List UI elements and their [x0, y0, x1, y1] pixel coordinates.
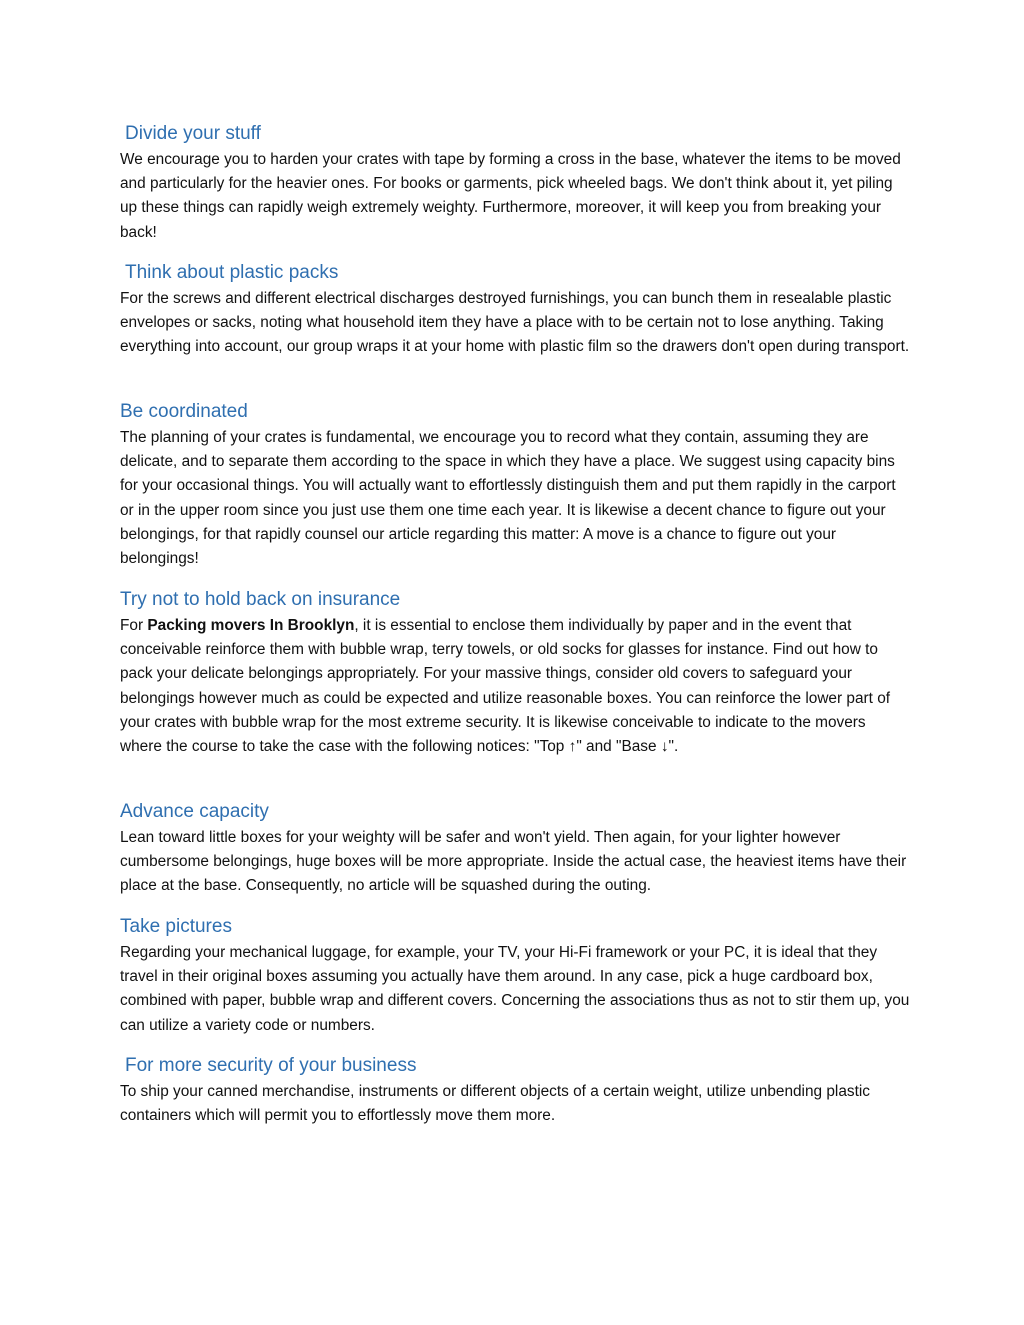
section-advance-capacity [120, 800, 910, 899]
section-body: For the screws and different electrical discharges destroyed furnishings, you can bunch them in resealable plastic envelopes or sacks, noting what household item they have a place with to be certain not to lose anything. Taking everything into account, our group wraps it at your home with plastic film so the drawers don't open during transport. [120, 290, 910, 356]
section-heading: For more security of your business [125, 1055, 417, 1076]
section-be-coordinated [120, 400, 910, 571]
section-think-about-plastic-packs [120, 261, 910, 360]
section-heading: Take pictures [120, 916, 232, 937]
section-heading: Divide your stuff [125, 123, 261, 144]
section-body: Lean toward little boxes for your weighty will be safer and won't yield. Then again, for your lighter however cumbersome belongings, huge boxes will be more appropriate. Inside the actual case, the heaviest items have their place at the base. Consequently, no article will be squashed during the outing. [120, 829, 907, 895]
section-body [120, 614, 910, 759]
section-for-more-security [120, 1054, 910, 1128]
section-heading: Think about plastic packs [125, 262, 339, 283]
section-heading: Be coordinated [120, 401, 248, 422]
section-heading: Try not to hold back on insurance [120, 589, 401, 610]
body-prefix: For [120, 617, 148, 634]
section-body: Regarding your mechanical luggage, for example, your TV, your Hi-Fi framework or your PC, it is ideal that they travel in their original boxes assuming you actually have them around. In any case, pick a huge cardboard box, combined with paper, bubble wrap and different covers. Concerning the associations thus as not to stir them up, you can utilize a variety code or numbers. [120, 944, 910, 1034]
body-text: , it is essential to enclose them individually by paper and in the event that conceivable reinforce them with bubble wrap, terry towels, or old socks for glasses for instance. Find out how to pack your delicate belongings appropriately. For your massive things, consider old covers to safeguard your belongings however much as could be expected and utilize reasonable boxes. You can reinforce the lower part of your crates with bubble wrap for the most extreme security. It is likewise conceivable to indicate to the movers where the course to take the case with the following notices: "Top ↑" and "Base ↓". [120, 617, 891, 756]
section-body: To ship your canned merchandise, instruments or different objects of a certain weight, utilize unbending plastic containers which will permit you to effortlessly move them more. [120, 1083, 870, 1125]
section-body: We encourage you to harden your crates with tape by forming a cross in the base, whatever the items to be moved and particularly for the heavier ones. For books or garments, pick wheeled bags. We don't think about it, yet piling up these things can rapidly weigh extremely weighty. Furthermore, moreover, it will keep you from breaking your back! [120, 151, 901, 241]
body-bold-keyword: Packing movers In Brooklyn [147, 617, 355, 634]
section-body: The planning of your crates is fundamental, we encourage you to record what they contain, assuming they are delicate, and to separate them according to the space in which they have a place. We suggest using capacity bins for your occasional things. You will actually want to effortlessly distinguish them and put them rapidly in the carport or in the upper room since you just use them one time each year. It is likewise a decent chance to figure out your belongings, for that rapidly counsel our article regarding this matter: A move is a chance to figure out your belongings! [120, 429, 896, 568]
section-heading: Advance capacity [120, 801, 269, 822]
section-take-pictures [120, 915, 910, 1038]
section-try-not-to-hold-back-on-insurance [120, 588, 910, 759]
section-divide-your-stuff [120, 122, 910, 245]
